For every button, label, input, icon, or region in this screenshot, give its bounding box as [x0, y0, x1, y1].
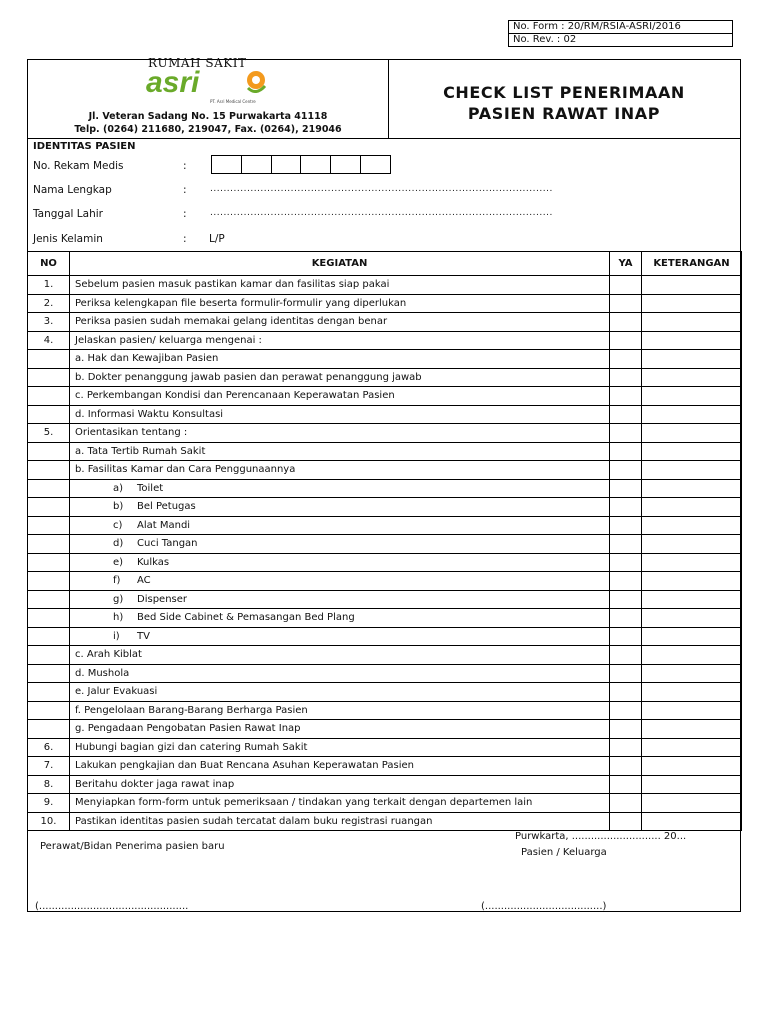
birth-date-label: Tanggal Lahir [33, 208, 103, 220]
sub-item-marker: e) [113, 556, 124, 568]
ya-checkbox-cell[interactable] [610, 720, 642, 739]
row-number [28, 535, 70, 554]
keterangan-cell[interactable] [642, 683, 742, 702]
row-activity: Beritahu dokter jaga rawat inap [70, 775, 610, 794]
sub-item-text: Alat Mandi [137, 519, 191, 531]
phone-line: Telp. (0264) 211680, 219047, Fax. (0264), 219046 [74, 124, 342, 135]
row-number [28, 553, 70, 572]
table-row [28, 572, 742, 591]
ya-checkbox-cell[interactable] [610, 405, 642, 424]
row-activity [70, 553, 610, 572]
hospital-logo [144, 66, 274, 102]
row-activity [70, 479, 610, 498]
row-activity: b. Fasilitas Kamar dan Cara Penggunaannya [70, 461, 610, 480]
header-divider [388, 59, 389, 138]
keterangan-cell[interactable] [642, 461, 742, 480]
ya-checkbox-cell[interactable] [610, 516, 642, 535]
row-activity [70, 572, 610, 591]
table-row [28, 627, 742, 646]
keterangan-cell[interactable] [642, 498, 742, 517]
row-number: 1. [28, 276, 70, 295]
keterangan-cell[interactable] [642, 331, 742, 350]
ya-checkbox-cell[interactable] [610, 646, 642, 665]
row-activity [70, 609, 610, 628]
sub-item-text: Bel Petugas [137, 501, 196, 513]
keterangan-cell[interactable] [642, 516, 742, 535]
gender-field[interactable]: L/P [209, 233, 225, 245]
row-activity [70, 627, 610, 646]
row-number [28, 442, 70, 461]
table-row [28, 424, 742, 443]
patient-signature-line[interactable]: (.....................................) [481, 901, 607, 912]
row-activity: a. Tata Tertib Rumah Sakit [70, 442, 610, 461]
sub-item-text: Toilet [137, 482, 164, 494]
row-activity: g. Pengadaan Pengobatan Pasien Rawat Inap [70, 720, 610, 739]
row-activity: Menyiapkan form-form untuk pemeriksaan / tindakan yang terkait dengan departemen lain [70, 794, 610, 813]
medical-record-label: No. Rekam Medis [33, 160, 124, 172]
table-row [28, 313, 742, 332]
row-activity: Orientasikan tentang : [70, 424, 610, 443]
keterangan-cell[interactable] [642, 664, 742, 683]
row-activity: a. Hak dan Kewajiban Pasien [70, 350, 610, 369]
keterangan-cell[interactable] [642, 535, 742, 554]
address-line: Jl. Veteran Sadang No. 15 Purwakarta 41118 [88, 111, 328, 122]
ya-checkbox-cell[interactable] [610, 757, 642, 776]
row-number [28, 646, 70, 665]
row-number: 7. [28, 757, 70, 776]
sub-item-marker: i) [113, 630, 120, 642]
keterangan-cell[interactable] [642, 479, 742, 498]
table-row [28, 276, 742, 295]
hospital-address [30, 110, 386, 136]
table-row [28, 775, 742, 794]
birth-date-field[interactable]: ...................................................................................................... [210, 208, 553, 218]
table-row [28, 701, 742, 720]
place-date[interactable]: Purwkarta, ............................ 20... [515, 831, 687, 842]
keterangan-cell[interactable] [642, 387, 742, 406]
table-row [28, 553, 742, 572]
sub-item-text: TV [137, 630, 150, 642]
ya-checkbox-cell[interactable] [610, 387, 642, 406]
keterangan-cell[interactable] [642, 794, 742, 813]
logo-emblem-icon [247, 71, 265, 92]
ya-checkbox-cell[interactable] [610, 627, 642, 646]
nurse-signature-line[interactable]: (............................................... [35, 901, 189, 912]
keterangan-cell[interactable] [642, 368, 742, 387]
row-activity: c. Perkembangan Kondisi dan Perencanaan Keperawatan Pasien [70, 387, 610, 406]
col-header-keterangan: KETERANGAN [642, 252, 742, 276]
ya-checkbox-cell[interactable] [610, 812, 642, 831]
table-row [28, 609, 742, 628]
row-activity [70, 516, 610, 535]
checklist-table [27, 251, 742, 831]
row-number [28, 720, 70, 739]
full-name-field[interactable]: ...................................................................................................... [210, 184, 553, 194]
title-line-1: CHECK LIST PENERIMAAN [443, 83, 685, 102]
table-row [28, 590, 742, 609]
ya-checkbox-cell[interactable] [610, 442, 642, 461]
ya-checkbox-cell[interactable] [610, 331, 642, 350]
row-number [28, 572, 70, 591]
table-row [28, 498, 742, 517]
row-activity [70, 498, 610, 517]
sub-item-marker: f) [113, 575, 121, 587]
ya-checkbox-cell[interactable] [610, 553, 642, 572]
sub-item-text: Bed Side Cabinet & Pemasangan Bed Plang [137, 612, 355, 624]
revision-number: No. Rev. : 02 [509, 33, 732, 46]
keterangan-cell[interactable] [642, 553, 742, 572]
ya-checkbox-cell[interactable] [610, 738, 642, 757]
ya-checkbox-cell[interactable] [610, 498, 642, 517]
keterangan-cell[interactable] [642, 350, 742, 369]
identity-section-title: IDENTITAS PASIEN [33, 141, 136, 152]
form-title [390, 82, 738, 124]
col-header-kegiatan: KEGIATAN [70, 252, 610, 276]
row-activity: e. Jalur Evakuasi [70, 683, 610, 702]
keterangan-cell[interactable] [642, 812, 742, 831]
ya-checkbox-cell[interactable] [610, 368, 642, 387]
table-row [28, 720, 742, 739]
sub-item-marker: d) [113, 538, 124, 550]
row-number [28, 683, 70, 702]
checklist-body [28, 276, 742, 831]
table-row [28, 368, 742, 387]
row-activity: Periksa kelengkapan file beserta formulir-formulir yang diperlukan [70, 294, 610, 313]
row-activity: Lakukan pengkajian dan Buat Rencana Asuhan Keperawatan Pasien [70, 757, 610, 776]
sub-item-marker: b) [113, 501, 124, 513]
row-number [28, 498, 70, 517]
colon: : [183, 184, 187, 196]
colon: : [183, 208, 187, 220]
keterangan-cell[interactable] [642, 276, 742, 295]
ya-checkbox-cell[interactable] [610, 572, 642, 591]
keterangan-cell[interactable] [642, 738, 742, 757]
table-row [28, 294, 742, 313]
row-number [28, 627, 70, 646]
col-header-ya: YA [610, 252, 642, 276]
row-number [28, 387, 70, 406]
patient-signature-label: Pasien / Keluarga [521, 847, 607, 858]
ya-checkbox-cell[interactable] [610, 683, 642, 702]
row-activity: Hubungi bagian gizi dan catering Rumah Sakit [70, 738, 610, 757]
keterangan-cell[interactable] [642, 757, 742, 776]
ya-checkbox-cell[interactable] [610, 609, 642, 628]
ya-checkbox-cell[interactable] [610, 775, 642, 794]
keterangan-cell[interactable] [642, 775, 742, 794]
ya-checkbox-cell[interactable] [610, 424, 642, 443]
row-activity: f. Pengelolaan Barang-Barang Berharga Pasien [70, 701, 610, 720]
keterangan-cell[interactable] [642, 720, 742, 739]
table-row [28, 461, 742, 480]
table-row [28, 442, 742, 461]
header-bottom-rule [27, 138, 741, 139]
table-row [28, 516, 742, 535]
ya-checkbox-cell[interactable] [610, 590, 642, 609]
ya-checkbox-cell[interactable] [610, 701, 642, 720]
table-row [28, 794, 742, 813]
table-row [28, 387, 742, 406]
row-number: 3. [28, 313, 70, 332]
row-number [28, 590, 70, 609]
keterangan-cell[interactable] [642, 294, 742, 313]
hospital-name: RUMAH SAKIT [148, 56, 247, 70]
row-number [28, 609, 70, 628]
form-number-box [508, 20, 733, 47]
medical-record-input[interactable] [211, 155, 391, 174]
ya-checkbox-cell[interactable] [610, 313, 642, 332]
colon: : [183, 233, 187, 245]
keterangan-cell[interactable] [642, 627, 742, 646]
row-number: 5. [28, 424, 70, 443]
row-number [28, 350, 70, 369]
ya-checkbox-cell[interactable] [610, 461, 642, 480]
title-line-2: PASIEN RAWAT INAP [467, 104, 661, 123]
row-number [28, 368, 70, 387]
sub-item-marker: g) [113, 593, 124, 605]
full-name-label: Nama Lengkap [33, 184, 112, 196]
row-activity: c. Arah Kiblat [70, 646, 610, 665]
row-activity: b. Dokter penanggung jawab pasien dan perawat penanggung jawab [70, 368, 610, 387]
logo-text: asri [146, 66, 200, 99]
keterangan-cell[interactable] [642, 405, 742, 424]
keterangan-cell[interactable] [642, 590, 742, 609]
row-activity: Periksa pasien sudah memakai gelang identitas dengan benar [70, 313, 610, 332]
ya-checkbox-cell[interactable] [610, 794, 642, 813]
ya-checkbox-cell[interactable] [610, 276, 642, 295]
keterangan-cell[interactable] [642, 646, 742, 665]
row-number: 8. [28, 775, 70, 794]
table-row [28, 479, 742, 498]
table-row [28, 350, 742, 369]
table-row [28, 405, 742, 424]
sub-item-marker: c) [113, 519, 123, 531]
form-number: No. Form : 20/RM/RSIA-ASRI/2016 [513, 21, 681, 32]
sub-item-marker: h) [113, 612, 124, 624]
sub-item-marker: a) [113, 482, 124, 494]
table-row [28, 757, 742, 776]
row-number: 10. [28, 812, 70, 831]
row-number: 4. [28, 331, 70, 350]
table-row [28, 535, 742, 554]
nurse-signature-label: Perawat/Bidan Penerima pasien baru [40, 841, 225, 852]
ya-checkbox-cell[interactable] [610, 350, 642, 369]
table-row [28, 738, 742, 757]
keterangan-cell[interactable] [642, 313, 742, 332]
row-number [28, 405, 70, 424]
sub-item-text: Cuci Tangan [137, 538, 198, 550]
table-row [28, 331, 742, 350]
keterangan-cell[interactable] [642, 442, 742, 461]
row-number: 6. [28, 738, 70, 757]
table-row [28, 664, 742, 683]
row-number: 2. [28, 294, 70, 313]
row-activity: d. Informasi Waktu Konsultasi [70, 405, 610, 424]
row-activity: d. Mushola [70, 664, 610, 683]
keterangan-cell[interactable] [642, 424, 742, 443]
ya-checkbox-cell[interactable] [610, 294, 642, 313]
ya-checkbox-cell[interactable] [610, 479, 642, 498]
table-header-row [28, 252, 742, 276]
table-row [28, 683, 742, 702]
row-activity: Jelaskan pasien/ keluarga mengenai : [70, 331, 610, 350]
table-row [28, 812, 742, 831]
keterangan-cell[interactable] [642, 701, 742, 720]
ya-checkbox-cell[interactable] [610, 664, 642, 683]
sub-item-text: AC [137, 575, 151, 587]
ya-checkbox-cell[interactable] [610, 535, 642, 554]
gender-label: Jenis Kelamin [33, 233, 103, 245]
row-number [28, 701, 70, 720]
row-number: 9. [28, 794, 70, 813]
row-number [28, 664, 70, 683]
keterangan-cell[interactable] [642, 572, 742, 591]
sub-item-text: Dispenser [137, 593, 187, 605]
logo-subtitle: PT. Asri Medical Centre [210, 99, 256, 104]
row-activity [70, 590, 610, 609]
keterangan-cell[interactable] [642, 609, 742, 628]
row-number [28, 461, 70, 480]
col-header-no: NO [28, 252, 70, 276]
colon: : [183, 160, 187, 172]
row-activity [70, 535, 610, 554]
row-activity: Pastikan identitas pasien sudah tercatat dalam buku registrasi ruangan [70, 812, 610, 831]
row-number [28, 516, 70, 535]
sub-item-text: Kulkas [137, 556, 170, 568]
table-row [28, 646, 742, 665]
row-activity: Sebelum pasien masuk pastikan kamar dan fasilitas siap pakai [70, 276, 610, 295]
row-number [28, 479, 70, 498]
